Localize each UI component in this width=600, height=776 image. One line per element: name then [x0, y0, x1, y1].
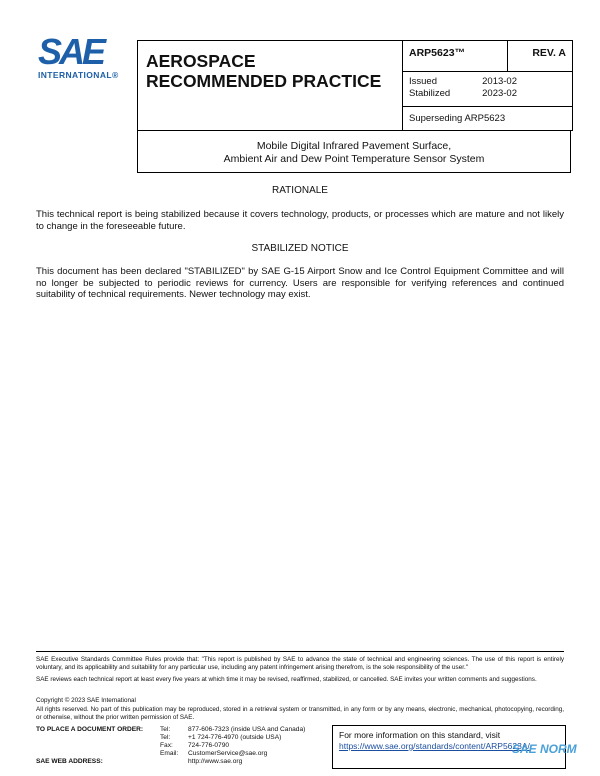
sae-logo	[38, 31, 124, 86]
document-subject	[137, 131, 571, 173]
subject-line-2: Ambient Air and Dew Point Temperature Sensor System	[223, 153, 485, 165]
footer-divider	[36, 651, 564, 652]
tel1-value: 877-606-7323 (inside USA and Canada)	[188, 726, 306, 733]
document-type	[138, 41, 403, 131]
web-label: SAE WEB ADDRESS:	[36, 758, 103, 765]
superseding: Superseding ARP5623	[403, 107, 573, 131]
title-line-2: RECOMMENDED PRACTICE	[146, 71, 382, 91]
watermark: SAE NORM	[512, 742, 577, 756]
rationale-heading: RATIONALE	[272, 185, 328, 196]
fineprint-review: SAE reviews each technical report at least every five years at which time it may be revised, reaffirmed, stabilized, or cancelled. SAE invites your written comments and suggestions.	[36, 676, 537, 683]
fineprint-copyright: Copyright © 2023 SAE International	[36, 697, 136, 704]
subject-line-1: Mobile Digital Infrared Pavement Surface,	[256, 140, 452, 152]
more-info-text: For more information on this standard, visit	[339, 730, 501, 740]
tel2-value: +1 724-776-4970 (outside USA)	[188, 734, 282, 741]
revision: REV. A	[508, 41, 573, 72]
standard-link[interactable]: https://www.sae.org/standards/content/ARP5623A/	[339, 741, 530, 751]
dates-cell	[403, 72, 573, 107]
stabilized-notice-heading: STABILIZED NOTICE	[251, 243, 349, 254]
order-label: TO PLACE A DOCUMENT ORDER:	[36, 726, 144, 733]
logo-subtitle: INTERNATIONAL®	[38, 70, 119, 80]
logo-mark: SAE	[38, 31, 104, 72]
rationale-text: This technical report is being stabilized because it covers technology, products, or processes which are mature and not likely to change in the foreseeable future.	[36, 209, 564, 232]
stabilized-date: 2023-02	[482, 88, 517, 99]
fax-value: 724-776-0790	[188, 742, 230, 749]
issued-label: Issued	[409, 76, 437, 87]
email-label: Email:	[160, 750, 179, 757]
fineprint-rights: All rights reserved. No part of this publication may be reproduced, stored in a retrieval system or transmitted, in any form or by any means, electronic, mechanical, photocopying, recording, or otherwise, without the prior written permission of SAE.	[36, 706, 564, 721]
document-number: ARP5623™	[403, 41, 508, 72]
issued-date: 2013-02	[482, 76, 517, 87]
document-header	[137, 40, 573, 131]
tel1-label: Tel:	[160, 726, 171, 733]
fax-label: Fax:	[160, 742, 173, 749]
contact-info	[36, 726, 305, 766]
stabilized-notice-text: This document has been declared "STABILIZED" by SAE G-15 Airport Snow and Ice Control Equipment Committee and will no longer be subjected to periodic reviews for currency. Users are responsible for verifying references and continued suitability of technical requirements. Newer technology may exist.	[36, 266, 564, 300]
email-value[interactable]: CustomerService@sae.org	[188, 750, 268, 757]
fineprint-rules: SAE Executive Standards Committee Rules provide that: "This report is published by SAE to advance the state of technical and engineering sciences. The use of this report is entirely voluntary, and its applicability and suitability for any particular use, including any patent infringement arising therefrom, is the sole responsibility of the user."	[36, 656, 564, 671]
stabilized-label: Stabilized	[409, 88, 451, 99]
tel2-label: Tel:	[160, 734, 171, 741]
title-line-1: AEROSPACE	[146, 51, 256, 71]
web-value[interactable]: http://www.sae.org	[188, 758, 243, 765]
